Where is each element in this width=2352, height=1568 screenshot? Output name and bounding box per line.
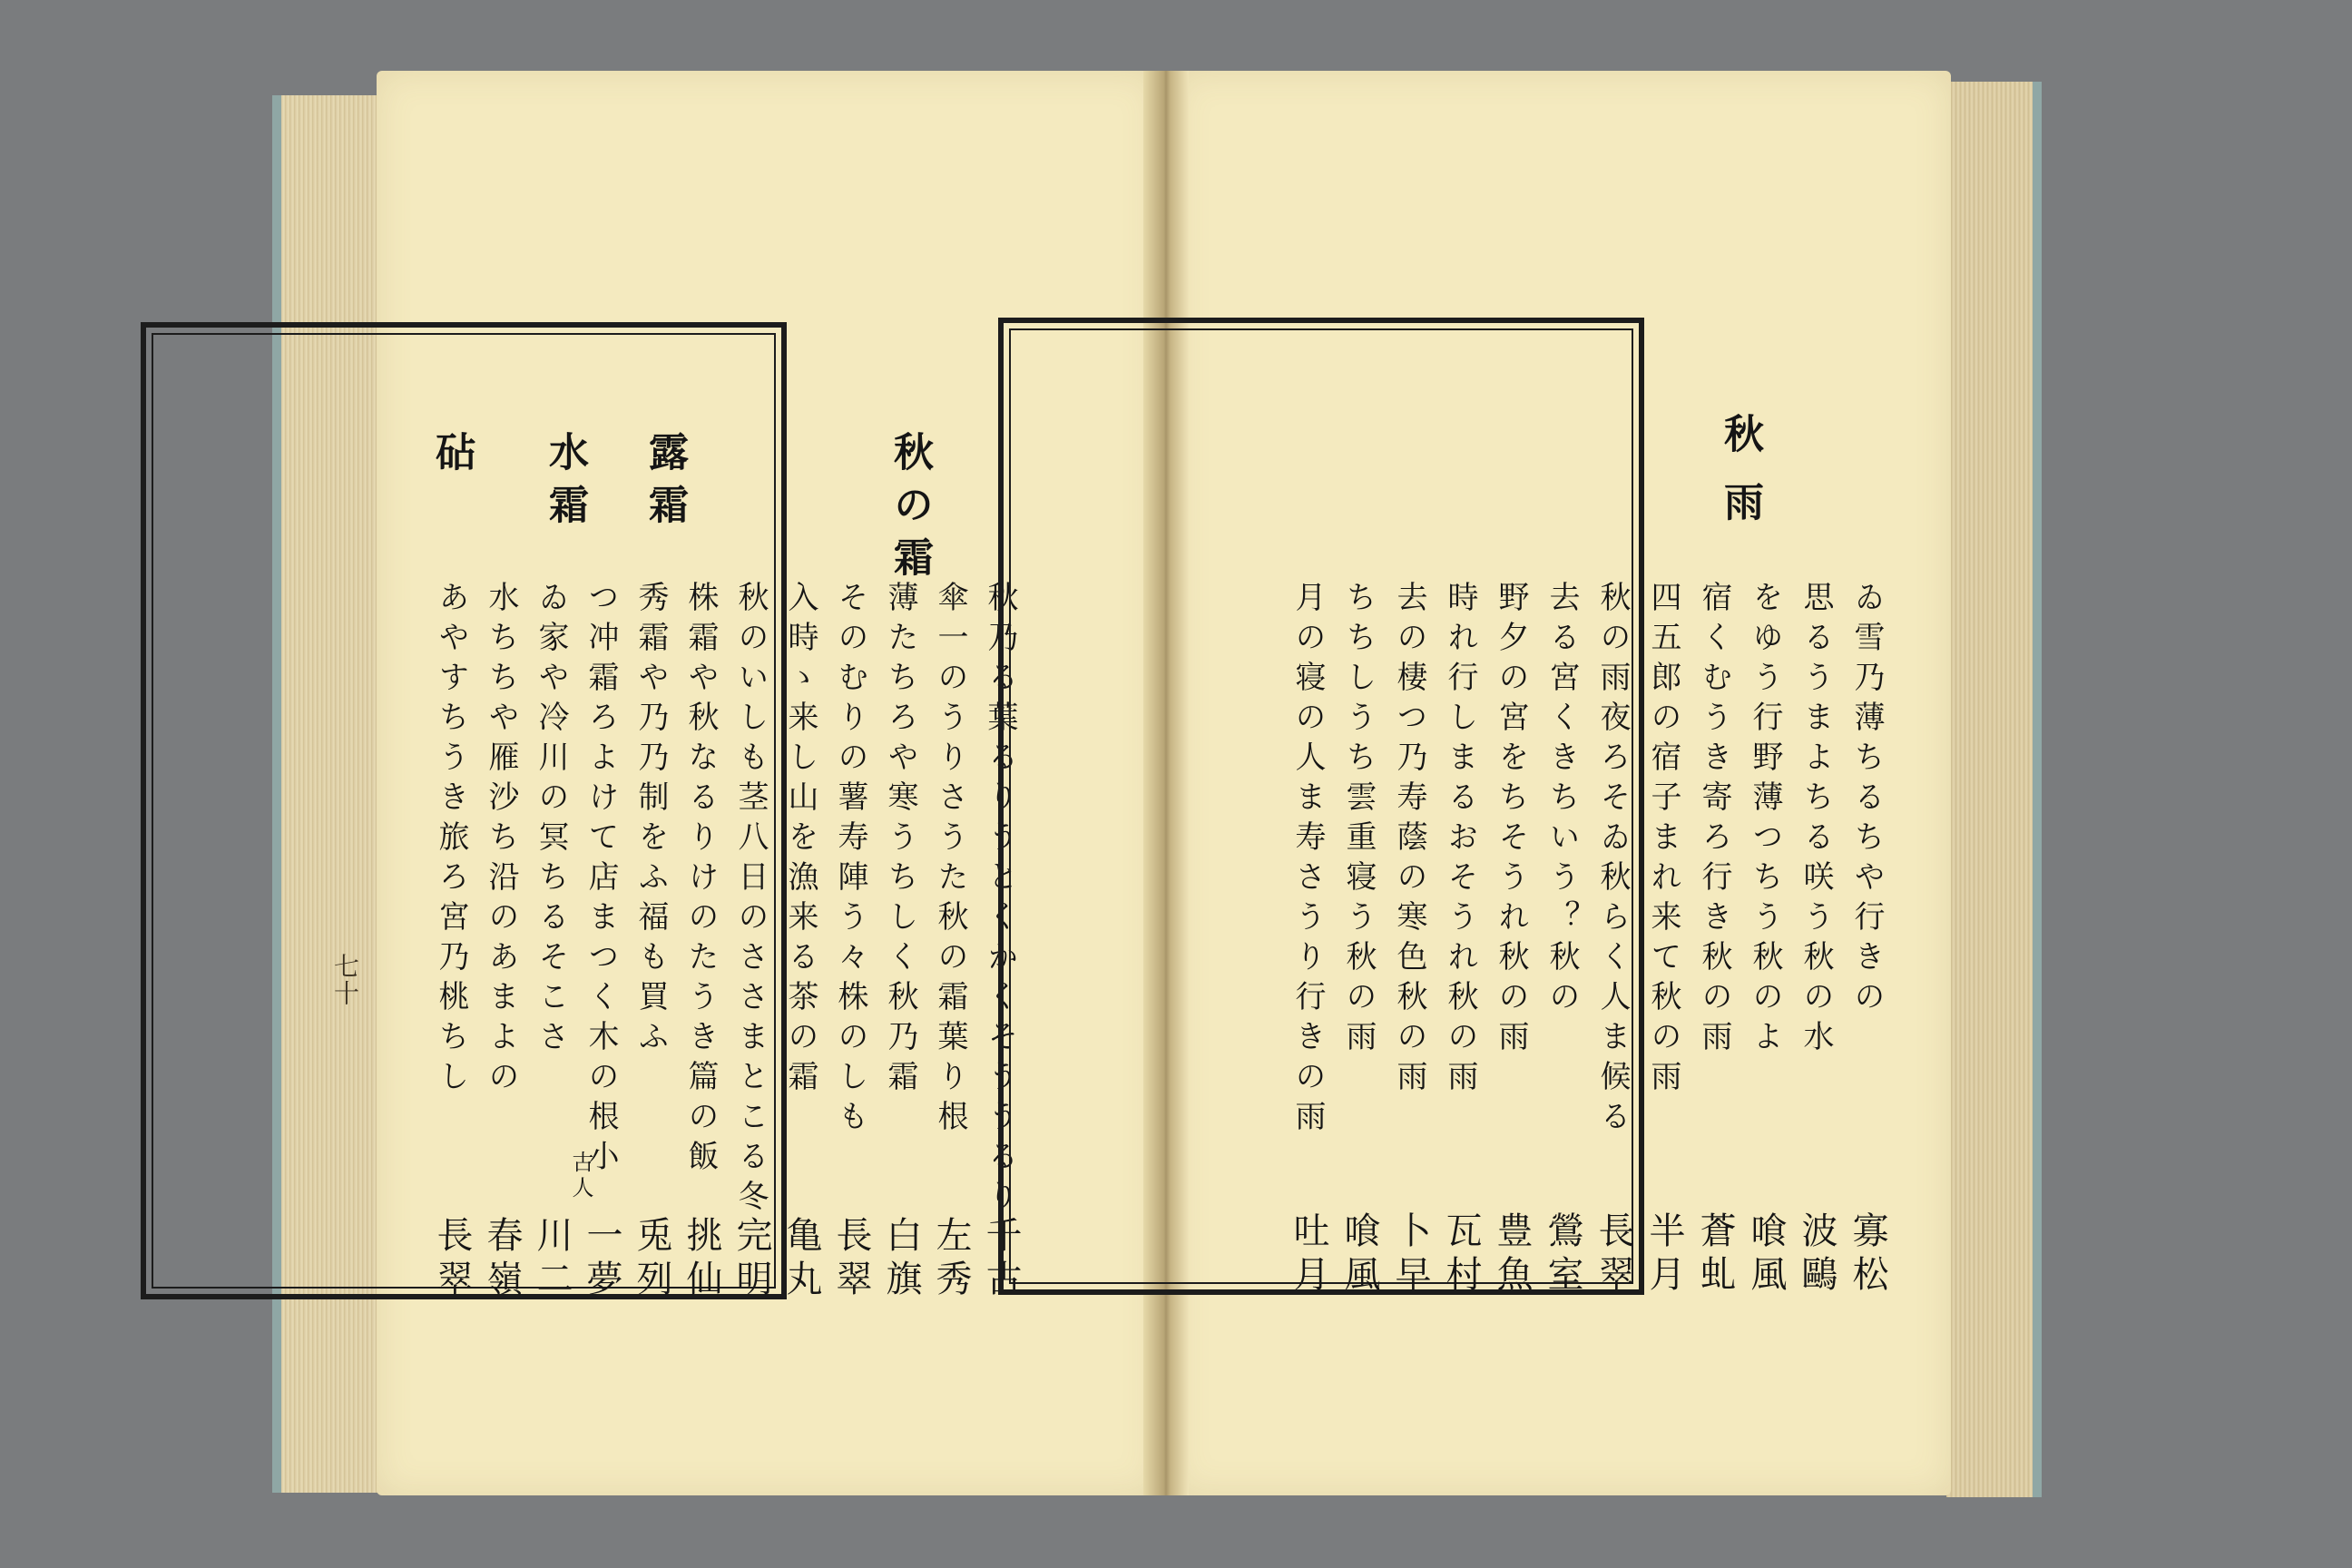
verse-column: 水ちちや雁沙ち沿のあまよの xyxy=(483,581,519,1100)
verse-column: 薄たちろや寒うちしく秋乃霜 xyxy=(882,581,918,1100)
author-note: 古人 xyxy=(568,1151,593,1201)
heading-water-frost: 水霜 xyxy=(542,431,588,536)
heading-autumn-rain-1: 秋 xyxy=(1717,413,1763,466)
verse-column: 四五郎の宿子まれ来て秋の雨 xyxy=(1645,581,1681,1100)
verse-author: 豊魚 xyxy=(1491,1211,1533,1298)
verse-author: 兎列 xyxy=(631,1216,672,1303)
verse-column: 秋の雨夜ろそゐ秋らく人ま候る xyxy=(1594,581,1631,1140)
verse-column: あやすちうき旅ろ宮乃桃ちし xyxy=(433,581,469,1100)
verse-column: 月の寝の人ま寿さうり行きの雨 xyxy=(1289,581,1326,1140)
verse-author: 蒼虬 xyxy=(1694,1211,1736,1298)
verse-column: 去る宮くきちいう？秋の xyxy=(1544,581,1580,1020)
verse-column: 野夕の宮をちそうれ秋の雨 xyxy=(1493,581,1529,1060)
verse-column: 傘一のうりさうた秋の霜葉り根 xyxy=(932,581,968,1140)
verse-author: 寡松 xyxy=(1847,1211,1888,1298)
page-folio: 七十 xyxy=(330,953,360,1007)
right-page-edges xyxy=(1946,82,2042,1497)
heading-autumn-frost: 秋の霜 xyxy=(887,431,933,589)
verse-column: 去の棲つ乃寿蔭の寒色秋の雨 xyxy=(1391,581,1427,1100)
verse-author: 千古 xyxy=(980,1216,1022,1303)
verse-column: ちちしうち雲重寝う秋の雨 xyxy=(1340,581,1377,1060)
verse-author: 春嶺 xyxy=(481,1216,523,1303)
verse-column: 時れ行しまるおそうれ秋の雨 xyxy=(1442,581,1478,1100)
heading-autumn-rain-2: 雨 xyxy=(1717,481,1763,534)
verse-author: 波鷗 xyxy=(1796,1211,1838,1298)
verse-author: 卜早 xyxy=(1389,1211,1431,1298)
verse-column: つ冲霜ろよけて店まつく木の根小 xyxy=(583,581,619,1180)
verse-author: 亀丸 xyxy=(780,1216,822,1303)
verse-author: 半月 xyxy=(1643,1211,1685,1298)
verse-author: 左秀 xyxy=(930,1216,972,1303)
verse-column: 宿くむうき寄ろ行き秋の雨 xyxy=(1696,581,1732,1060)
heading-kinuta: 砧 xyxy=(428,431,475,484)
verse-author: 長翠 xyxy=(1592,1211,1634,1298)
verse-author: 喰風 xyxy=(1745,1211,1787,1298)
verse-author: 瓦村 xyxy=(1440,1211,1482,1298)
verse-column: そのむりの薯寿陣う々株のしも xyxy=(832,581,868,1140)
verse-column: 秀霜や乃乃制をふ福も買ふ xyxy=(632,581,669,1060)
verse-column: 秋のいしも茎八日のささまとこる冬 xyxy=(732,581,769,1220)
verse-author: 完明 xyxy=(730,1216,772,1303)
verse-author: 川二 xyxy=(531,1216,573,1303)
verse-author: 一夢 xyxy=(581,1216,622,1303)
verse-author: 白旗 xyxy=(880,1216,922,1303)
verse-column: ゐ雪乃薄ちるちや行きの xyxy=(1848,581,1885,1020)
verse-author: 喰風 xyxy=(1338,1211,1380,1298)
verse-column: 思るうまよちる咲う秋の水 xyxy=(1798,581,1834,1060)
verse-author: 挑仙 xyxy=(681,1216,722,1303)
verse-column: 秋乃る葉るりうとくかくそううるり xyxy=(982,581,1018,1220)
verse-author: 吐月 xyxy=(1288,1211,1329,1298)
verse-column: 株霜や秋なるりけのたうき篇の飯 xyxy=(682,581,719,1180)
verse-column: 入時ゝ来し山を漁来る茶の霜 xyxy=(782,581,818,1100)
verse-author: 鶯室 xyxy=(1542,1211,1583,1298)
verse-author: 長翠 xyxy=(431,1216,473,1303)
heading-dew-frost: 露霜 xyxy=(642,431,688,536)
verse-author: 長翠 xyxy=(830,1216,872,1303)
verse-column: ゐ家や冷川の冥ちるそこさ xyxy=(533,581,569,1060)
verse-column: をゆう行野薄つちう秋のよ xyxy=(1747,581,1783,1060)
